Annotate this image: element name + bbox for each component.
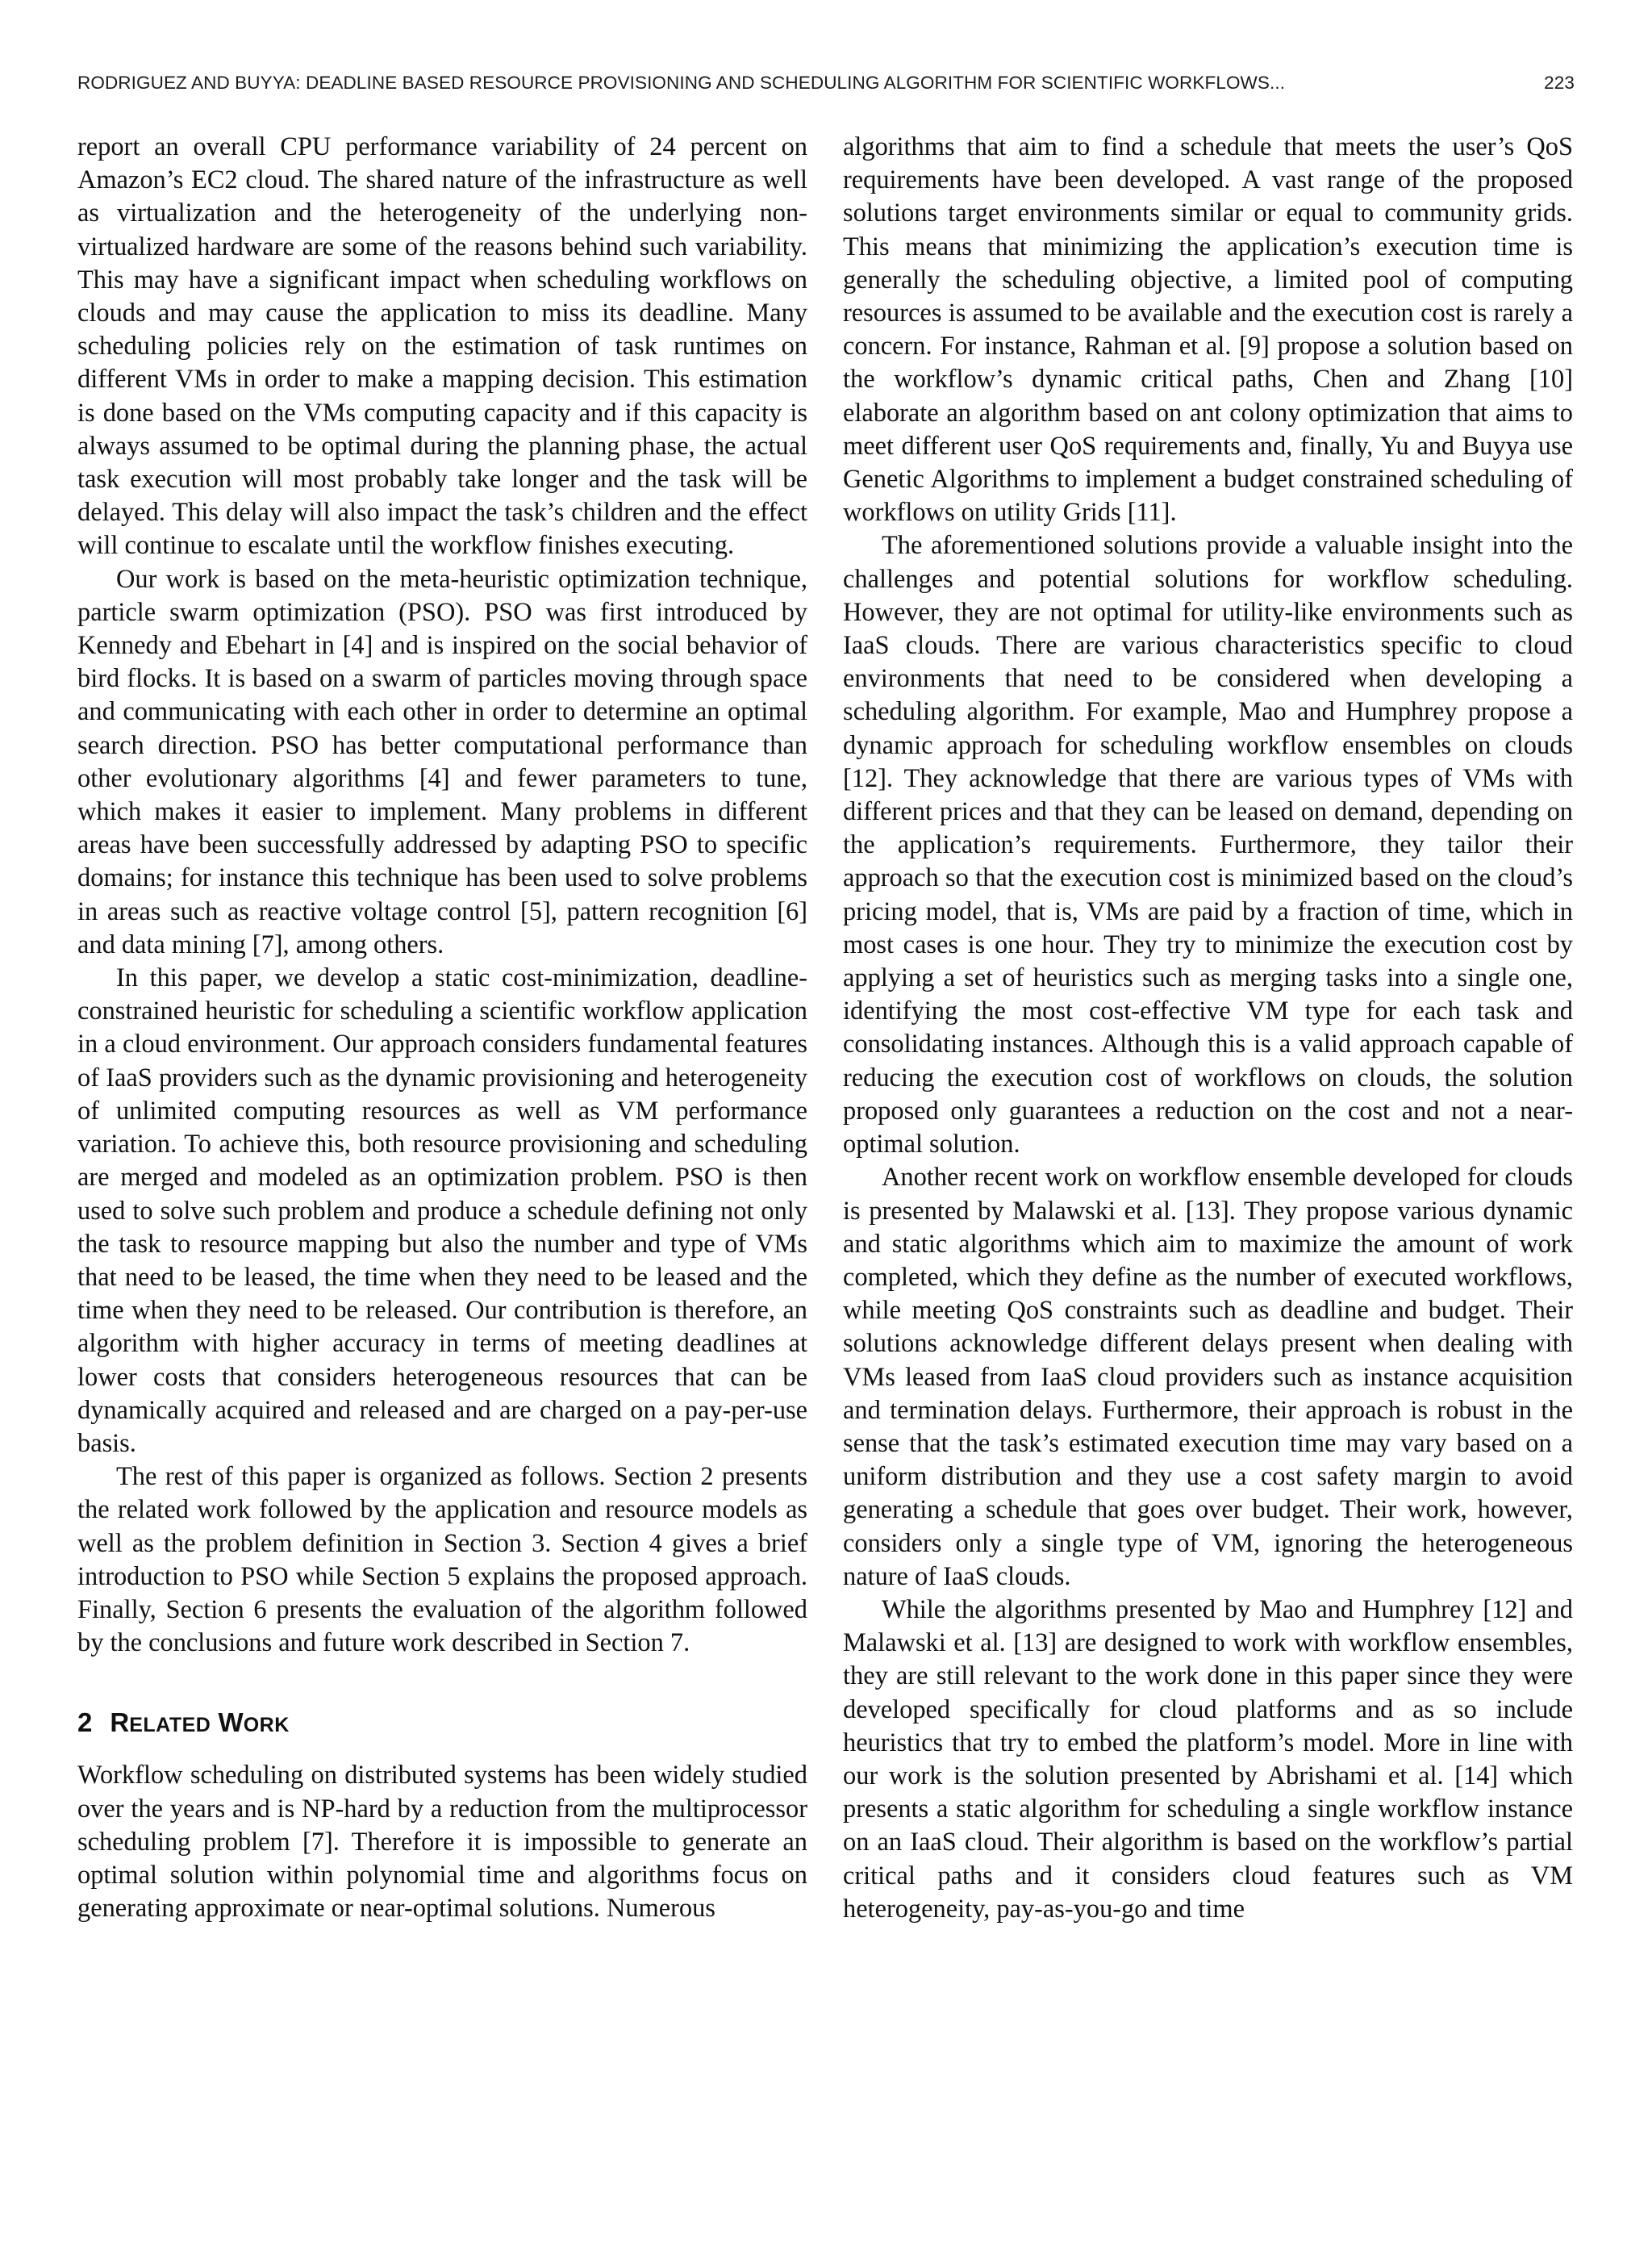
right-column [843,131,1573,1926]
section-title-rest-ork: ORK [243,1714,290,1737]
paragraph: Our work is based on the meta-heuristic optimization technique, particle swarm optimization (PSO). PSO was first introduced by Kennedy and Ebehart in [4] and is inspired on the social behavior of bird flocks. It is based on a swarm of particles moving through space and communicating with each other in order to determine an optimal search direction. PSO has better computational performance than other evolutionary algorithms [4] and fewer parameters to tune, which makes it easier to implement. Many problems in different areas have been successfully addressed by adapting PSO to specific domains; for instance this technique has been used to solve problems in areas such as reactive voltage control [5], pattern recognition [6] and data mining [7], among others. [77,564,807,959]
section-title-rest-elated: ELATED [129,1714,211,1737]
running-head [77,73,1575,105]
paragraph: algorithms that aim to find a schedule that meets the user’s QoS requirements have been developed. A vast range of the proposed solutions target environments similar or equal to community grids. This means that minimizing the application’s execution time is generally the scheduling objective, a limited pool of computing resources is assumed to be available and the execution cost is rarely a concern. For instance, Rahman et al. [9] propose a solution based on the workflow’s dynamic critical paths, Chen and Zhang [10] elaborate an algorithm based on ant colony optimization that aims to meet different user QoS requirements and, finally, Yu and Buyya use Genetic Algorithms to implement a budget constrained scheduling of workflows on utility Grids [11]. [843,132,1573,528]
section-title-initial-r: R [110,1707,130,1738]
paragraph: The rest of this paper is organized as follows. Section 2 presents the related work followed by the application and resource models as well as the problem definition in Section 3. Section 4 gives a brief introduction to PSO while Section 5 explains the proposed approach. Finally, Section 6 presents the evaluation of the algorithm followed by the conclusions and future work described in Section 7. [77,1462,807,1658]
section-heading-related-work [77,1707,807,1741]
paragraph: While the algorithms presented by Mao and Humphrey [12] and Malawski et al. [13] are designed to work with workflow ensembles, they are still relevant to the work done in this paper since they were developed specifically for cloud platforms and as so include heuristics that try to embed the platform’s model. More in line with our work is the solution presented by Abrishami et al. [14] which presents a static algorithm for scheduling a single workflow instance on an IaaS cloud. Their algorithm is based on the workflow’s partial critical paths and it considers cloud features such as VM heterogeneity, pay-as-you-go and time [843,1594,1573,1924]
section-title-initial-w: W [218,1707,244,1738]
paragraph: In this paper, we develop a static cost-minimization, deadline-constrained heuristic for scheduling a scientific workflow application in a cloud environment. Our approach considers fundamental features of IaaS providers such as the dynamic provisioning and heterogeneity of unlimited computing resources as well as VM performance variation. To achieve this, both resource provisioning and scheduling are merged and modeled as an optimization problem. PSO is then used to solve such problem and produce a schedule defining not only the task to resource mapping but also the number and type of VMs that need to be leased, the time when they need to be leased and the time when they need to be released. Our contribution is therefore, an algorithm with higher accuracy in terms of meeting deadlines at lower costs that considers heterogeneous resources that can be dynamically acquired and released and are charged on a pay-per-use basis. [77,963,807,1458]
left-column [77,131,807,1925]
section-number: 2 [77,1707,93,1738]
page-number: 223 [1544,73,1575,93]
paragraph: report an overall CPU performance variability of 24 percent on Amazon’s EC2 cloud. The shared nature of the infrastructure as well as virtualization and the heterogeneity of the underlying non-virtualized hardware are some of the reasons behind such variability. This may have a significant impact when scheduling workflows on clouds and may cause the application to miss its deadline. Many scheduling policies rely on the estimation of task runtimes on different VMs in order to make a mapping decision. This estimation is done based on the VMs computing capacity and if this capacity is always assumed to be optimal during the planning phase, the actual task execution will most probably take longer and the task will be delayed. This delay will also impact the task’s children and the effect will continue to escalate until the workflow finishes executing. [77,132,807,561]
paragraph: The aforementioned solutions provide a valuable insight into the challenges and potential solutions for workflow scheduling. However, they are not optimal for utility-like environments such as IaaS clouds. There are various characteristics specific to cloud environments that need to be considered when developing a scheduling algorithm. For example, Mao and Humphrey propose a dynamic approach for scheduling workflow ensembles on clouds [12]. They acknowledge that there are various types of VMs with different prices and that they can be leased on demand, depending on the application’s requirements. Furthermore, they tailor their approach so that the execution cost is minimized based on the cloud’s pricing model, that is, VMs are paid by a fraction of time, which in most cases is one hour. They try to minimize the execution cost by applying a set of heuristics such as merging tasks into a single one, identifying the most cost-effective VM type for each task and consolidating instances. Although this is a valid approach capable of reducing the execution cost of workflows on clouds, the solution proposed only guarantees a reduction on the cost and not a near-optimal solution. [843,531,1573,1159]
paragraph: Workflow scheduling on distributed systems has been widely studied over the years and is NP-hard by a reduction from the multiprocessor scheduling problem [7]. Therefore it is impossible to generate an optimal solution within polynomial time and algorithms focus on generating approximate or near-optimal solutions. Numerous [77,1761,807,1924]
running-head-title: RODRIGUEZ AND BUYYA: DEADLINE BASED RESOURCE PROVISIONING AND SCHEDULING ALGORITHM FOR SCIENTIFIC WORKFLOWS... [77,73,1286,93]
paragraph: Another recent work on workflow ensemble developed for clouds is presented by Malawski et al. [13]. They propose various dynamic and static algorithms which aim to maximize the amount of work completed, which they define as the number of executed workflows, while meeting QoS constraints such as deadline and budget. Their solutions acknowledge different delays present when dealing with VMs leased from IaaS cloud providers such as instance acquisition and termination delays. Furthermore, their approach is robust in the sense that the task’s estimated execution time may vary based on a uniform distribution and they use a cost safety margin to avoid generating a schedule that goes over budget. Their work, however, considers only a single type of VM, ignoring the heterogeneous nature of IaaS clouds. [843,1163,1573,1591]
